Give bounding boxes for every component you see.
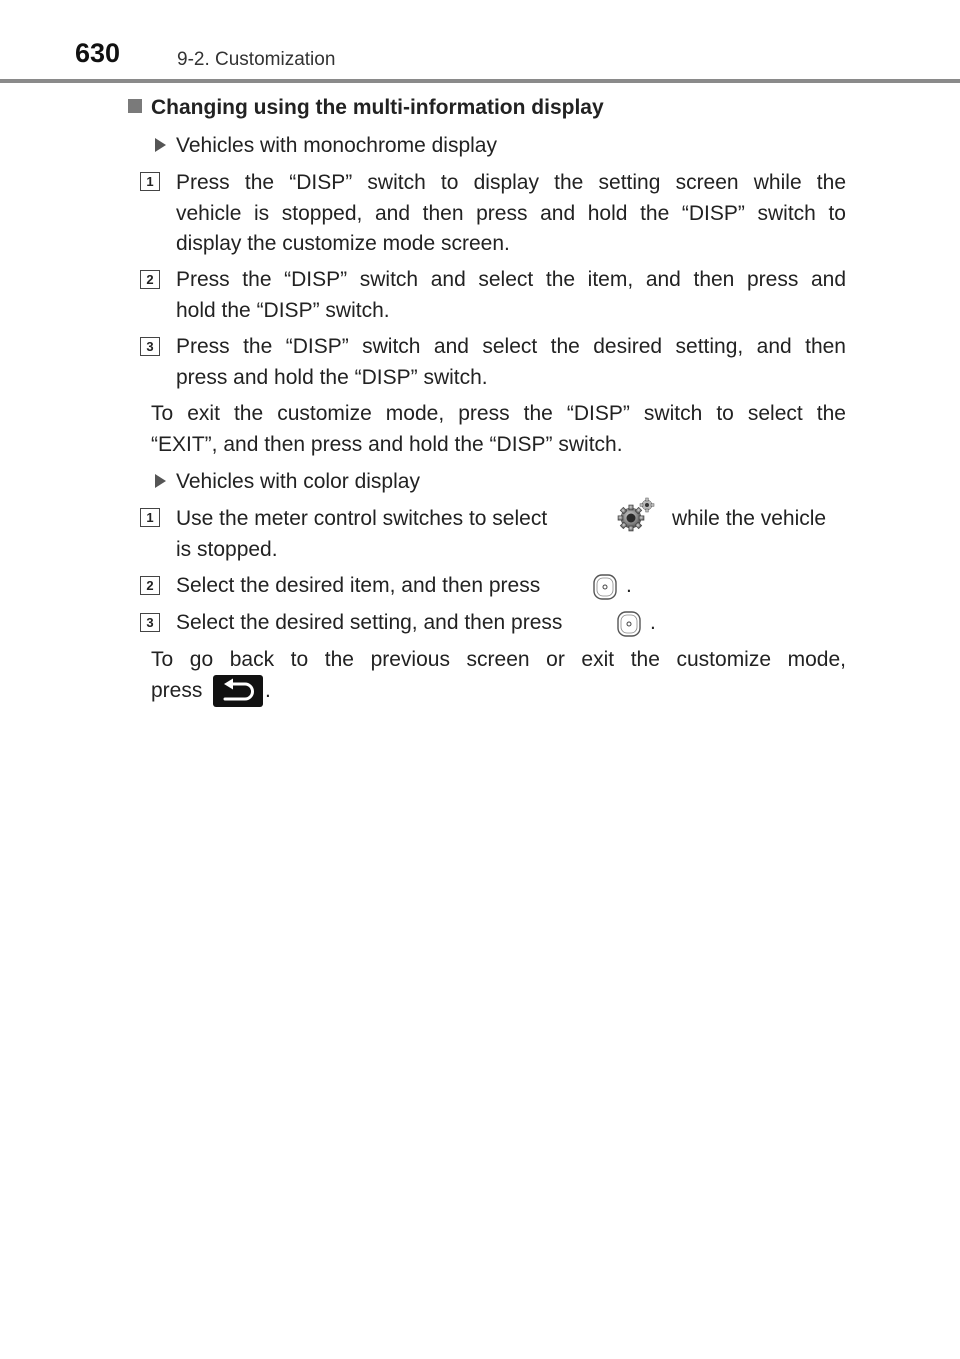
step-number-1: 1 — [140, 508, 160, 527]
enter-switch-icon — [591, 573, 619, 601]
step-number-3: 3 — [140, 613, 160, 632]
step-number-2: 2 — [140, 270, 160, 289]
color-note-end: . — [265, 679, 271, 702]
color-step1-part1: Use the meter control switches to select — [176, 507, 548, 530]
mono-step1-line3: display the customize mode screen. — [176, 232, 510, 255]
color-step2-end: . — [626, 574, 632, 597]
color-step3-text: Select the desired setting, and then press — [176, 611, 563, 634]
step-number-1: 1 — [140, 172, 160, 191]
section-heading — [128, 97, 604, 118]
color-step3-end: . — [650, 611, 656, 634]
mono-note-line1: To exit the customize mode, press the “DISP” switch to select the — [151, 402, 846, 425]
mono-step1-line2: vehicle is stopped, and then press and hold the “DISP” switch to — [176, 202, 846, 225]
triangle-bullet-icon — [155, 138, 166, 152]
page-number: 630 — [75, 38, 121, 68]
heading-square-icon — [128, 99, 142, 113]
triangle-bullet-icon — [155, 474, 166, 488]
color-step2-text: Select the desired item, and then press — [176, 574, 541, 597]
mono-step2-line2: hold the “DISP” switch. — [176, 299, 390, 322]
header-rule — [0, 79, 960, 83]
color-step1-line2: is stopped. — [176, 538, 278, 561]
section-title: 9-2. Customization — [177, 49, 336, 70]
mono-step1-line1: Press the “DISP” switch to display the setting screen while the — [176, 171, 846, 194]
page-header — [0, 0, 960, 84]
enter-switch-icon — [615, 610, 643, 638]
mono-step3-line2: press and hold the “DISP” switch. — [176, 366, 488, 389]
mono-step3-line1: Press the “DISP” switch and select the desired setting, and then — [176, 335, 846, 358]
color-note-line1: To go back to the previous screen or exit the customize mode, — [151, 648, 846, 671]
settings-gear-icon — [612, 496, 658, 536]
mono-note-line2: “EXIT”, and then press and hold the “DISP” switch. — [151, 433, 623, 456]
mono-subtitle: Vehicles with monochrome display — [176, 134, 497, 157]
heading-text: Changing using the multi-information display — [151, 96, 604, 119]
mono-step2-line1: Press the “DISP” switch and select the item, and then press and — [176, 268, 846, 291]
color-step1-part2: while the vehicle — [672, 507, 827, 530]
step-number-3: 3 — [140, 337, 160, 356]
color-subtitle: Vehicles with color display — [176, 470, 420, 493]
color-note-line2: press — [151, 679, 203, 702]
back-arrow-icon — [213, 675, 263, 707]
step-number-2: 2 — [140, 576, 160, 595]
